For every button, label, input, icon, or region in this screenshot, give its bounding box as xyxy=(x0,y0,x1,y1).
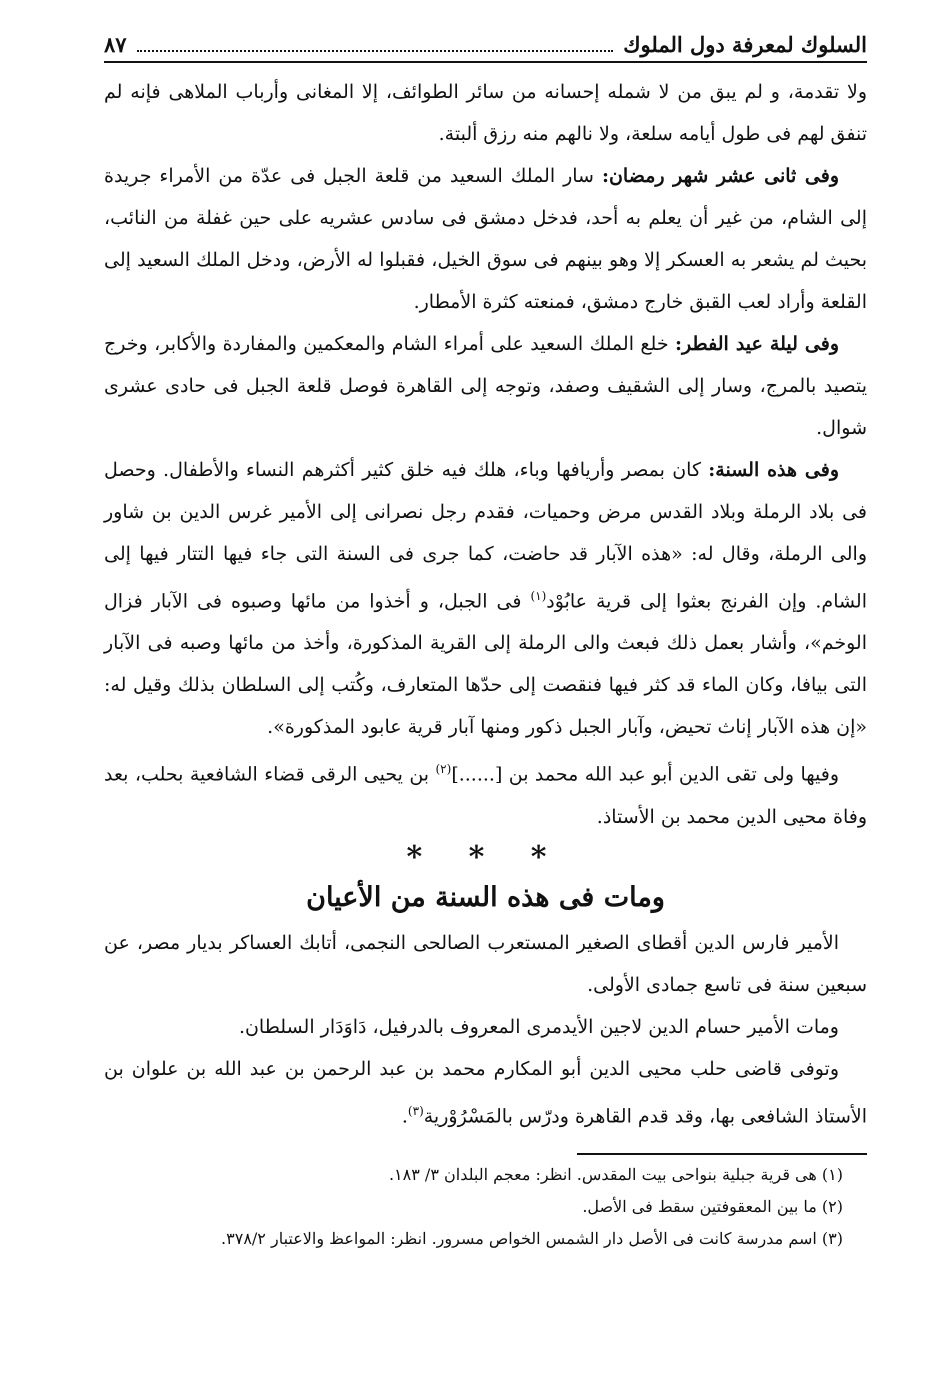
paragraph-text-continued: فى الجبل، و أخذوا من مائها وصبوه فى الآبار فزال الوخم»، وأشار بعمل ذلك فبعث والى الرملة إلى القرية المذكورة، وأخذ من مائها وصبه فى الآبار التى بيافا، وكان الماء قد كثر فيها فنقصت إلى حدّها المتعارف، وكُتب إلى السلطان بذلك وقيل له: «إن هذه الآبار إناث تحيض، وآبار الجبل ذكور ومنها آبار قرية عابود المذكورة». xyxy=(104,590,867,739)
paragraph-text: خلع الملك السعيد على أمراء الشام والمعكمين والمفاردة والأكابر، وخرج يتصيد بالمرج، وسار إلى الشقيف وصفد، وتوجه إلى القاهرة فوصل قلعة الجبل فى حادى عشرى شوال. xyxy=(104,333,867,439)
section-title: ومات فى هذه السنة من الأعيان xyxy=(306,881,665,913)
footnote: (٣) اسم مدرسة كانت فى الأصل دار الشمس الخواص مسرور. انظر: المواعظ والاعتبار ٣٧٨/٢. xyxy=(221,1228,843,1248)
paragraph-lead: وفى هذه السنة: xyxy=(708,459,839,481)
paragraph-text: ومات الأمير حسام الدين لاجين الأيدمرى المعروف بالدرفيل، دَاوَدَار السلطان. xyxy=(238,1015,839,1038)
footnote-marker: (٢) xyxy=(435,762,452,777)
footnote: (٢) ما بين المعقوفتين سقط فى الأصل. xyxy=(582,1196,843,1216)
obituary-paragraph xyxy=(104,1048,867,1137)
footnote-marker: (١) xyxy=(530,589,547,603)
section-divider-stars: * * * xyxy=(406,839,565,875)
paragraph-text: الأمير فارس الدين أقطاى الصغير المستعرب الصالحى النجمى، أتابك العساكر بديار مصر، عن سبعين سنة فى تاسع جمادى الأولى. xyxy=(104,931,867,996)
paragraph-text-continued: بن يحيى الرقى قضاء الشافعية بحلب، بعد وفاة محيى الدين محمد بن الأستاذ. xyxy=(104,763,867,828)
footnote: (١) هى قرية جبلية بنواحى بيت المقدس. انظر: معجم البلدان ٣/ ١٨٣. xyxy=(388,1164,843,1184)
paragraph-text: سار الملك السعيد من قلعة الجبل فى عدّة من الأمراء جريدة إلى الشام، من غير أن يعلم به أحد، فدخل دمشق فى سادس عشريه على حين غفلة من النائب، بحيث لم يشعر به العسكر إلا وهو بينهم فى سوق الخيل، فقبلوا له الأرض، ودخل الملك السعيد إلى القلعة وأراد لعب القبق خارج دمشق، فمنعته كثرة الأمطار. xyxy=(104,165,867,313)
running-header xyxy=(104,32,867,63)
paragraph xyxy=(104,449,867,748)
obituary-paragraph xyxy=(104,922,867,1006)
header-dot-leader xyxy=(137,38,614,52)
header-title: السلوك لمعرفة دول الملوك xyxy=(623,32,867,57)
footnote-marker: (٣) xyxy=(407,1103,424,1118)
page-number: ٨٧ xyxy=(104,32,127,57)
paragraph-text: وفيها ولى تقى الدين أبو عبد الله محمد بن [......] xyxy=(451,763,839,786)
paragraph-text: كان بمصر وأريافها وباء، هلك فيه خلق كثير أكثرهم النساء والأطفال. وحصل فى بلاد الرملة وبلاد القدس مرض وحميات، فقدم رجل نصرانى إلى الأمير غرس الدين بن شاور والى الرملة، وقال له: «هذه الآبار قد حاضت، كما جرى فى السنة التى جاء فيها التتار فيها إلى الشام. وإن الفرنج بعثوا إلى قرية عابُوْد xyxy=(104,459,868,613)
paragraph xyxy=(104,748,867,837)
footnote-separator xyxy=(577,1153,867,1155)
obituary-paragraph xyxy=(104,1006,867,1048)
paragraph xyxy=(104,71,867,155)
paragraph-text-continued: . xyxy=(401,1104,408,1127)
paragraph xyxy=(104,323,867,449)
paragraph-lead: وفى ثانى عشر شهر رمضان: xyxy=(601,165,839,187)
paragraph-text: ولا تقدمة، و لم يبق من لا شمله إحسانه من سائر الطوائف، إلا المغانى وأرباب الملاهى فإنه لم تنفق لهم فى طول أيامه سلعة، ولا نالهم منه رزق ألبتة. xyxy=(104,81,867,145)
paragraph xyxy=(104,155,867,323)
paragraph-lead: وفى ليلة عيد الفطر: xyxy=(675,333,839,355)
paragraph-text: وتوفى قاضى حلب محيى الدين أبو المكارم محمد بن عبد الرحمن بن عبد الله بن علوان بن الأستاذ الشافعى بها، وقد قدم القاهرة ودرّس بالمَسْرُوْرية xyxy=(104,1057,867,1127)
